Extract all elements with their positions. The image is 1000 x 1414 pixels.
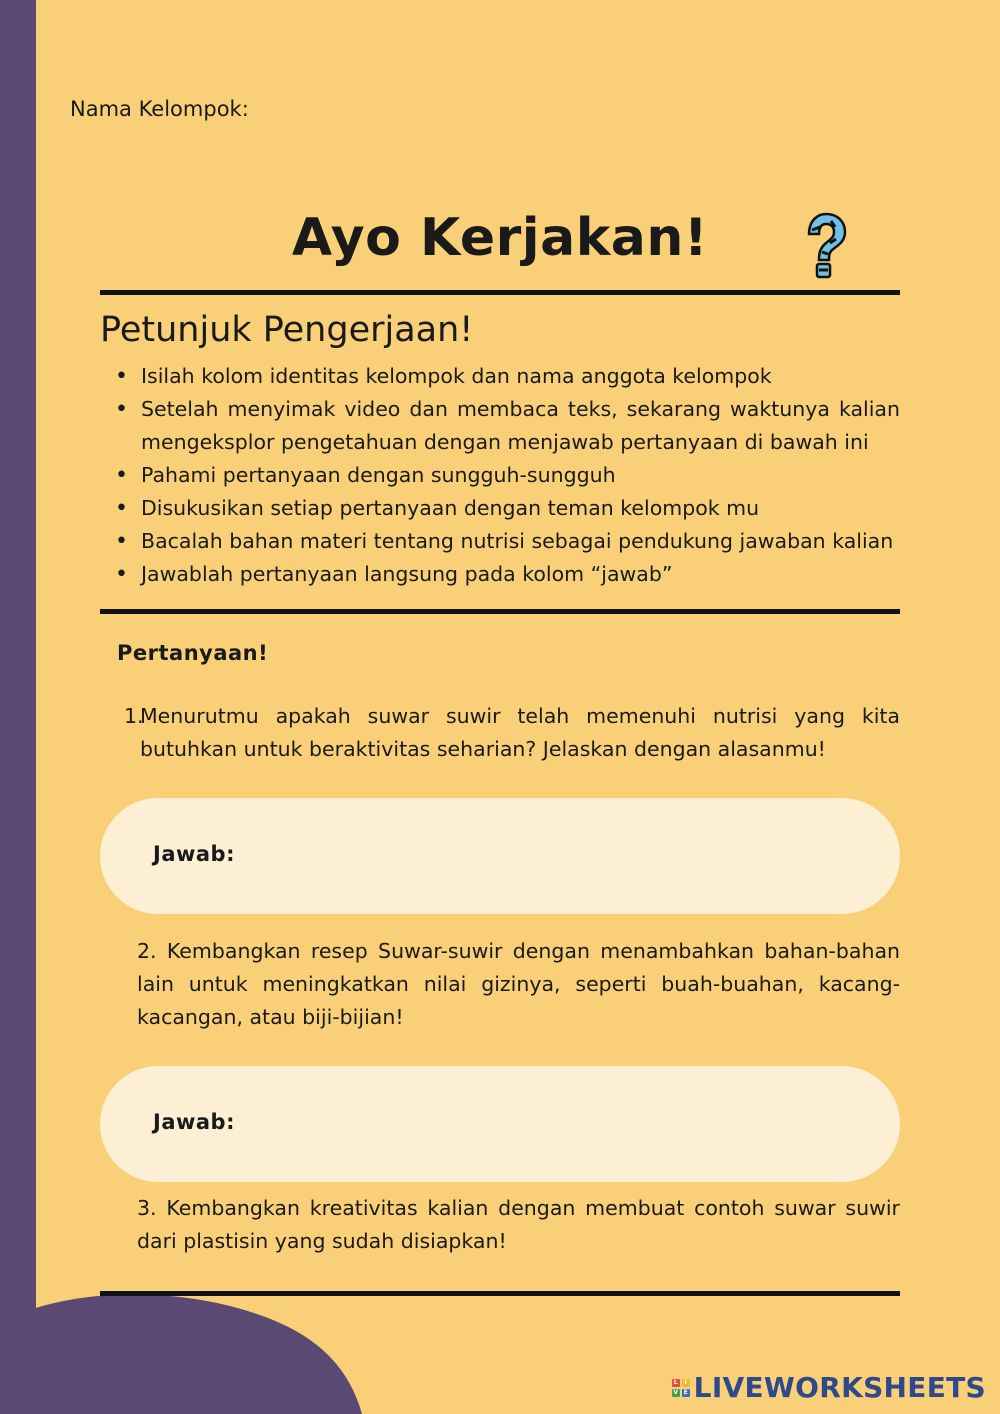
question-1-text: Menurutmu apakah suwar suwir telah memenuhi nutrisi yang kita butuhkan untuk beraktivitas seharian? Jelaskan dengan alasanmu!: [140, 704, 900, 761]
logo-letter: I: [682, 1379, 690, 1387]
logo-letter: V: [673, 1388, 678, 1396]
instruction-item: • Pahami pertanyaan dengan sungguh-sungguh: [115, 459, 900, 492]
bottom-decorative-blob: [0, 1294, 400, 1414]
answer-box-2[interactable]: [100, 1066, 900, 1182]
question-2-text: 2. Kembangkan resep Suwar-suwir dengan menambahkan bahan-bahan lain untuk meningkatkan nilai gizinya, seperti buah-buahan, kacang-kacangan, atau biji-bijian!: [137, 939, 900, 1029]
answer-label: Jawab:: [153, 1110, 235, 1134]
instruction-item: • Isilah kolom identitas kelompok dan nama anggota kelompok: [115, 360, 900, 393]
logo-grid-icon: [672, 1379, 690, 1397]
logo-letter: L: [672, 1379, 680, 1387]
instruction-item: • Disukusikan setiap pertanyaan dengan teman kelompok mu: [115, 492, 900, 525]
instruction-item: • Setelah menyimak video dan membaca teks, sekarang waktunya kalian mengeksplor pengetahuan dengan menjawab pertanyaan di bawah ini: [115, 393, 900, 459]
middle-divider: [100, 609, 900, 614]
instructions-list: [115, 360, 900, 591]
answer-box-1[interactable]: [100, 798, 900, 914]
questions-heading: Pertanyaan!: [117, 641, 269, 665]
logo-text: LIVEWORKSHEETS: [693, 1371, 986, 1404]
question-3-text: 3. Kembangkan kreativitas kalian dengan membuat contoh suwar suwir dari plastisin yang sudah disiapkan!: [137, 1196, 900, 1253]
liveworksheets-logo: [672, 1371, 986, 1404]
top-divider: [100, 290, 900, 295]
group-name-label: Nama Kelompok:: [70, 97, 249, 121]
bottom-divider: [100, 1291, 900, 1296]
instruction-item: • Jawablah pertanyaan langsung pada kolom “jawab”: [115, 558, 900, 591]
logo-letter: E: [683, 1388, 688, 1396]
question-1: [124, 700, 900, 766]
answer-label: Jawab:: [153, 842, 235, 866]
instruction-item: • Bacalah bahan materi tentang nutrisi sebagai pendukung jawaban kalian: [115, 525, 900, 558]
question-mark-icon: [800, 212, 848, 282]
page-title: Ayo Kerjakan!: [291, 208, 709, 268]
question-1-number: 1.: [124, 704, 144, 728]
instructions-heading: Petunjuk Pengerjaan!: [100, 310, 474, 350]
